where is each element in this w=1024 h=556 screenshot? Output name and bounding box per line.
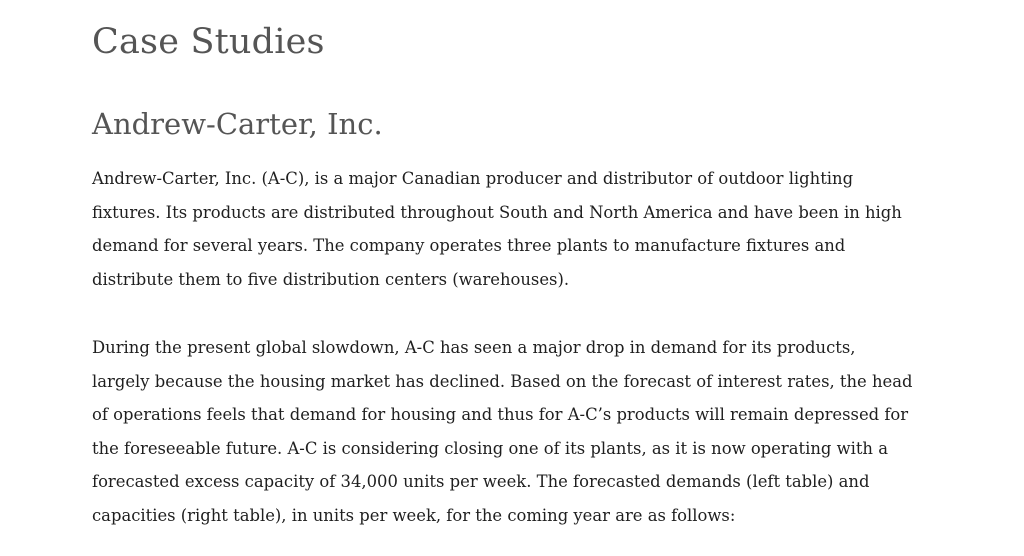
page-title: Case Studies bbox=[92, 22, 325, 62]
paragraph-line: fixtures. Its products are distributed throughout South and North America and have been in high bbox=[92, 202, 902, 222]
paragraph-slowdown bbox=[92, 331, 972, 533]
paragraph-intro bbox=[92, 162, 972, 296]
paragraph-line: capacities (right table), in units per week, for the coming year are as follows: bbox=[92, 505, 736, 525]
paragraph-line: Andrew-Carter, Inc. (A-C), is a major Canadian producer and distributor of outdoor lighting bbox=[92, 169, 854, 188]
paragraph-line: the foreseeable future. A-C is considering closing one of its plants, as it is now operating with a bbox=[92, 438, 888, 458]
paragraph-line: demand for several years. The company operates three plants to manufacture fixtures and bbox=[92, 236, 846, 256]
paragraph-line: During the present global slowdown, A-C has seen a major drop in demand for its products, bbox=[92, 338, 856, 357]
paragraph-line: largely because the housing market has declined. Based on the forecast of interest rates, the head bbox=[92, 371, 913, 391]
paragraph-line: distribute them to five distribution centers (warehouses). bbox=[92, 269, 570, 289]
paragraph-line: forecasted excess capacity of 34,000 units per week. The forecasted demands (left table) and bbox=[92, 472, 870, 492]
section-heading: Andrew-Carter, Inc. bbox=[92, 107, 383, 141]
paragraph-line: of operations feels that demand for housing and thus for A-C’s products will remain depressed for bbox=[92, 405, 909, 425]
